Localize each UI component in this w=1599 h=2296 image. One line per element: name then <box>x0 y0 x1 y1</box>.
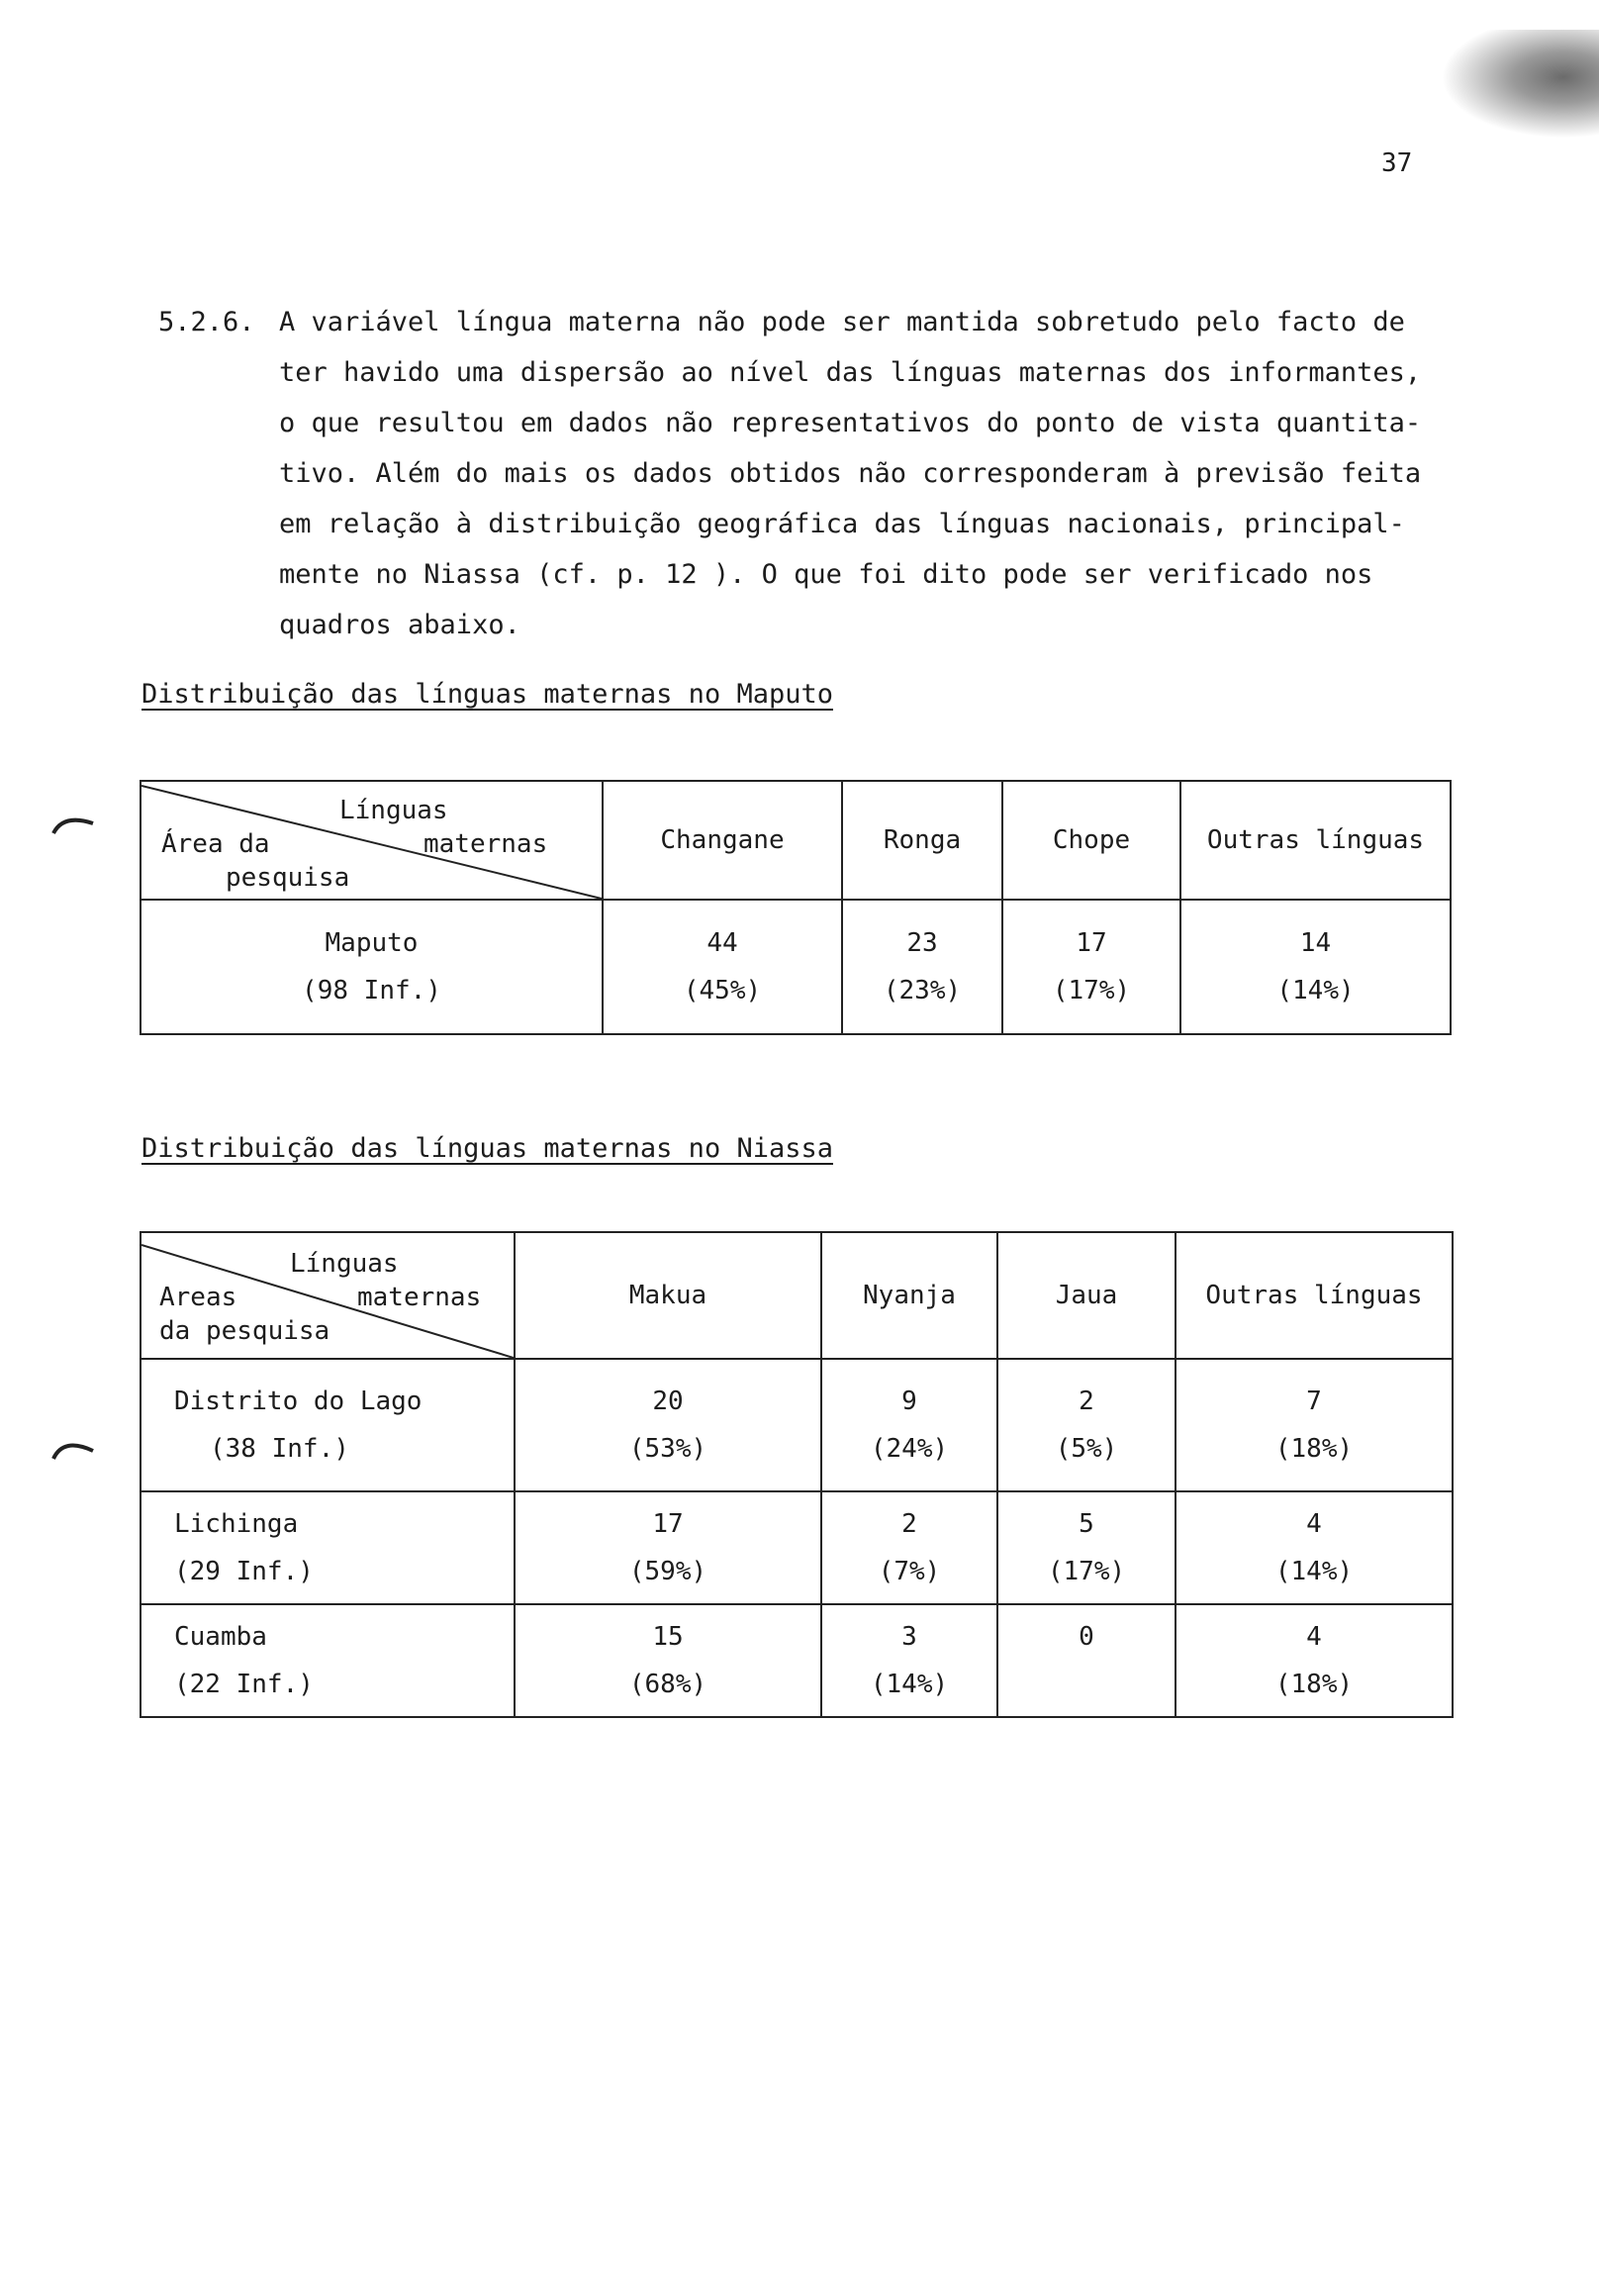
corner-label-bottom: da pesquisa <box>159 1316 330 1346</box>
table-row <box>141 1491 1453 1604</box>
count-value: 4 <box>1306 1622 1322 1652</box>
column-header: Nyanja <box>821 1232 997 1359</box>
margin-mark-icon <box>49 1433 99 1463</box>
maputo-table <box>140 780 1452 1035</box>
percent-value: (17%) <box>1052 976 1131 1005</box>
data-cell <box>515 1359 821 1491</box>
column-header: Outras línguas <box>1176 1232 1453 1359</box>
area-cell <box>141 1359 515 1491</box>
data-cell <box>603 900 842 1034</box>
percent-value: (7%) <box>878 1557 941 1586</box>
table-row <box>141 900 1451 1034</box>
paragraph-line: em relação à distribuição geográfica das línguas nacionais, principal- <box>279 509 1405 539</box>
column-header: Chope <box>1002 781 1180 900</box>
percent-value: (53%) <box>628 1434 707 1464</box>
informant-count: (98 Inf.) <box>302 976 441 1005</box>
percent-value: (17%) <box>1047 1557 1126 1586</box>
percent-value: (59%) <box>628 1557 707 1586</box>
column-header: Changane <box>603 781 842 900</box>
niassa-table-caption: Distribuição das línguas maternas no Niassa <box>141 1133 833 1164</box>
count-value: 3 <box>901 1622 917 1652</box>
data-cell <box>997 1359 1176 1491</box>
column-header: Jaua <box>997 1232 1176 1359</box>
percent-value: (68%) <box>628 1670 707 1699</box>
page-number: 37 <box>1381 148 1413 178</box>
section-number: 5.2.6. <box>158 307 255 337</box>
paragraph-line: A variável língua materna não pode ser mantida sobretudo pelo facto de <box>279 307 1405 337</box>
percent-value: (14%) <box>870 1670 949 1699</box>
maputo-table-caption: Distribuição das línguas maternas no Maputo <box>141 679 833 710</box>
column-header: Ronga <box>842 781 1002 900</box>
informant-count: (22 Inf.) <box>174 1670 314 1699</box>
data-cell <box>842 900 1002 1034</box>
corner-header <box>141 781 603 900</box>
corner-label-top: Línguas <box>339 796 448 825</box>
paragraph-line: ter havido uma dispersão ao nível das línguas maternas dos informantes, <box>279 357 1422 388</box>
corner-label-right: maternas <box>357 1283 482 1312</box>
niassa-table <box>140 1231 1454 1718</box>
count-value: 4 <box>1306 1509 1322 1539</box>
percent-value: (18%) <box>1274 1670 1354 1699</box>
table-row <box>141 1359 1453 1491</box>
percent-value: (18%) <box>1274 1434 1354 1464</box>
area-cell <box>141 1604 515 1717</box>
area-cell <box>141 900 603 1034</box>
data-cell <box>515 1604 821 1717</box>
count-value: 9 <box>901 1387 917 1416</box>
paragraph-line: quadros abaixo. <box>279 610 520 640</box>
data-cell <box>1176 1604 1453 1717</box>
data-cell <box>821 1604 997 1717</box>
count-value: 44 <box>706 928 738 958</box>
area-cell <box>141 1491 515 1604</box>
area-name: Distrito do Lago <box>174 1387 423 1416</box>
corner-label-left: Areas <box>159 1283 237 1312</box>
margin-mark-icon <box>49 810 99 839</box>
data-cell <box>515 1491 821 1604</box>
corner-label-top: Línguas <box>290 1249 399 1279</box>
percent-value: (23%) <box>883 976 962 1005</box>
count-value: 23 <box>906 928 938 958</box>
area-name: Lichinga <box>174 1509 299 1539</box>
count-value: 15 <box>652 1622 684 1652</box>
area-name: Cuamba <box>174 1622 267 1652</box>
count-value: 2 <box>901 1509 917 1539</box>
count-value: 17 <box>652 1509 684 1539</box>
corner-label-left: Área da <box>161 829 270 859</box>
percent-value: (14%) <box>1274 1557 1354 1586</box>
informant-count: (29 Inf.) <box>174 1557 314 1586</box>
count-value: 14 <box>1299 928 1332 958</box>
informant-count: (38 Inf.) <box>210 1434 349 1464</box>
data-cell <box>1176 1359 1453 1491</box>
count-value: 17 <box>1076 928 1107 958</box>
corner-header <box>141 1232 515 1359</box>
percent-value: (5%) <box>1055 1434 1118 1464</box>
data-cell <box>997 1491 1176 1604</box>
paragraph-line: mente no Niassa (cf. p. 12 ). O que foi dito pode ser verificado nos <box>279 559 1373 590</box>
data-cell <box>1176 1491 1453 1604</box>
column-header: Outras línguas <box>1180 781 1451 900</box>
corner-label-bottom: pesquisa <box>226 863 350 893</box>
count-value: 7 <box>1306 1387 1322 1416</box>
data-cell <box>997 1604 1176 1717</box>
data-cell <box>1002 900 1180 1034</box>
data-cell <box>821 1491 997 1604</box>
percent-value: (45%) <box>683 976 762 1005</box>
data-cell <box>821 1359 997 1491</box>
count-value: 2 <box>1079 1387 1094 1416</box>
area-name: Maputo <box>325 928 419 958</box>
percent-value: (24%) <box>870 1434 949 1464</box>
scan-smudge <box>1421 30 1599 148</box>
table-row <box>141 1604 1453 1717</box>
paragraph-line: tivo. Além do mais os dados obtidos não corresponderam à previsão feita <box>279 458 1422 489</box>
paragraph-line: o que resultou em dados não representativos do ponto de vista quantita- <box>279 408 1422 438</box>
corner-label-right: maternas <box>423 829 548 859</box>
data-cell <box>1180 900 1451 1034</box>
column-header: Makua <box>515 1232 821 1359</box>
count-value: 20 <box>652 1387 684 1416</box>
percent-value: (14%) <box>1276 976 1355 1005</box>
count-value: 5 <box>1079 1509 1094 1539</box>
count-value: 0 <box>1079 1622 1094 1652</box>
